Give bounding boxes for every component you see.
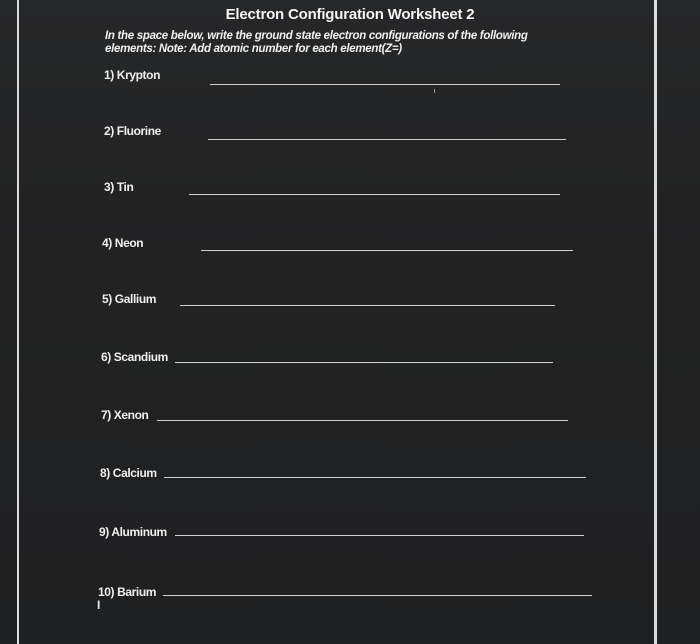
answer-line-barium[interactable] — [163, 595, 592, 596]
item-label-fluorine: 2) Fluorine — [104, 124, 161, 138]
item-label-krypton: 1) Krypton — [104, 68, 161, 82]
item-label-tin: 3) Tin — [104, 180, 134, 194]
answer-line-calcium[interactable] — [164, 477, 586, 478]
answer-line-scandium[interactable] — [175, 362, 553, 363]
stray-pen-mark: I — [97, 598, 101, 612]
answer-line-krypton[interactable] — [210, 84, 560, 85]
page-border-right — [654, 0, 657, 644]
worksheet-title: Electron Configuration Worksheet 2 — [225, 6, 475, 23]
answer-line-neon[interactable] — [201, 250, 573, 251]
item-label-gallium: 5) Gallium — [102, 292, 157, 306]
answer-line-xenon[interactable] — [157, 420, 568, 421]
answer-line-gallium[interactable] — [180, 305, 555, 306]
item-label-xenon: 7) Xenon — [101, 408, 149, 422]
item-label-barium: 10) Barium — [98, 585, 157, 599]
page-border-left — [17, 0, 19, 644]
item-label-calcium: 8) Calcium — [100, 466, 157, 480]
worksheet-instructions: In the space below, write the ground state electron configurations of the following elements: Note: Add atomic number for each element(Z=) — [105, 30, 528, 55]
item-label-scandium: 6) Scandium — [101, 350, 168, 364]
answer-line-tin[interactable] — [189, 194, 560, 195]
item-label-aluminum: 9) Aluminum — [99, 525, 167, 539]
item-label-neon: 4) Neon — [102, 236, 144, 250]
answer-line-fluorine[interactable] — [208, 139, 566, 140]
paper-speck — [434, 89, 435, 93]
answer-line-aluminum[interactable] — [175, 535, 584, 536]
